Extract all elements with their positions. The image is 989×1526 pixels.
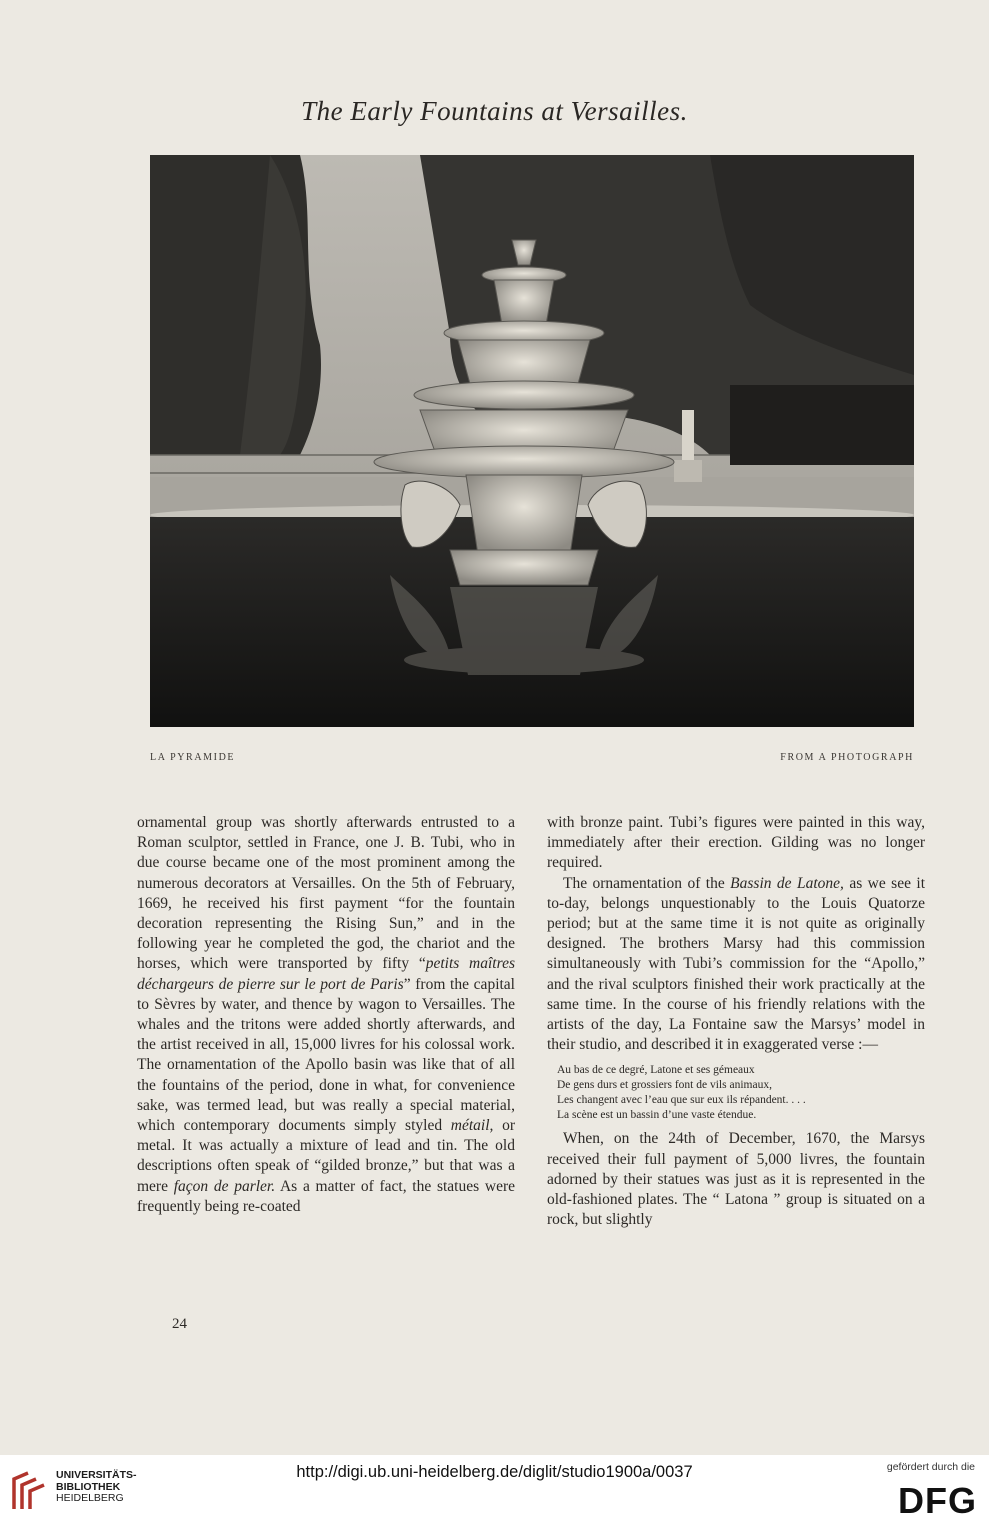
photo-credit: FROM A PHOTOGRAPH [780, 752, 914, 763]
text-column-right [547, 813, 925, 1230]
verse-line: De gens durs et grossiers font de vils animaux, [557, 1079, 772, 1092]
paragraph [547, 874, 925, 1056]
dfg-logo: DFG [898, 1480, 977, 1521]
verse-line: Au bas de ce degré, Latone et ses gémeaux [557, 1064, 755, 1077]
paragraph: When, on the 24th of December, 1670, the Marsys received their full payment of 5,000 livres, the fountain adorned by their statues was just as it is represented in the old-fashioned plates. The “ Latona ” group is situated on a rock, but slightly [547, 1130, 925, 1229]
library-name-line: UNIVERSITÄTS- [56, 1469, 137, 1481]
text-run: or metal. It was actually a mixture of lead and tin. The old descriptions often speak of “gilded bronze,” but that was a mere [137, 1117, 515, 1195]
paragraph: with bronze paint. Tubi’s figures were painted in this way, immediately after their erection. Gilding was no longer required. [547, 814, 925, 872]
plate-caption: LA PYRAMIDE [150, 752, 236, 763]
text-run: The ornamentation of the [563, 874, 731, 892]
funding-note: gefördert durch die [886, 1461, 975, 1473]
permalink[interactable]: http://digi.ub.uni-heidelberg.de/diglit/studio1900a/0037 [296, 1463, 693, 1481]
italic-phrase: petits maîtres déchargeurs de pierre sur le port de Paris [137, 955, 515, 993]
library-name-line: BIBLIOTHEK [56, 1480, 121, 1493]
italic-phrase: Bassin de Latone, [730, 874, 844, 892]
verse-line: Les changent avec l’eau que sur eux ils répandent. . . . [557, 1094, 806, 1107]
paragraph [137, 813, 515, 1217]
verse-line: La scène est un bassin d’une vaste étendue. [557, 1109, 757, 1122]
verse-quote [557, 1063, 925, 1123]
text-run: ” from the capital to Sèvres by water, and thence by wagon to Versailles. The whales and the tritons were added shortly afterwards, and the artist received in all, 15,000 livres for his colossal work. The ornamentation of the Apollo basin was like that of all the fountains of the period, done in what, for convenience sake, was termed lead, but was really a special material, which contemporary documents simply styled [137, 975, 515, 1135]
text-run: As a matter of fact, the statues were frequently being re-coated [137, 1177, 515, 1215]
text-column-left [137, 813, 515, 1217]
fountain-photograph [150, 155, 914, 727]
italic-phrase: façon de parler. [173, 1177, 276, 1195]
italic-phrase: métail, [450, 1117, 494, 1135]
page-title: The Early Fountains at Versailles. [301, 96, 688, 126]
page-number: 24 [172, 1316, 187, 1332]
text-run: as we see it to-day, belongs unquestionably to the Louis Quatorze period; but at the same time it is not quite as originally designed. The brothers Marsy had this commission simultaneously with Tubi’s commission for the “Apollo,” and the rival sculptors finished their work practically at the same time. In the course of his friendly relations with the artists of the day, La Fontaine saw the Marsys’ model in their studio, and described it in exaggerated verse :— [547, 874, 925, 1054]
library-name-line: HEIDELBERG [56, 1492, 124, 1504]
text-run: ornamental group was shortly afterwards entrusted to a Roman sculptor, settled in France, one J. B. Tubi, who in due course became one of the most prominent among the numerous decorators at Versailles. On the 5th of February, 1669, he received his first payment “for the fountain decoration representing the Rising Sun,” and in the following year he completed the god, the chariot and the horses, which were transported by fifty “ [137, 814, 515, 973]
